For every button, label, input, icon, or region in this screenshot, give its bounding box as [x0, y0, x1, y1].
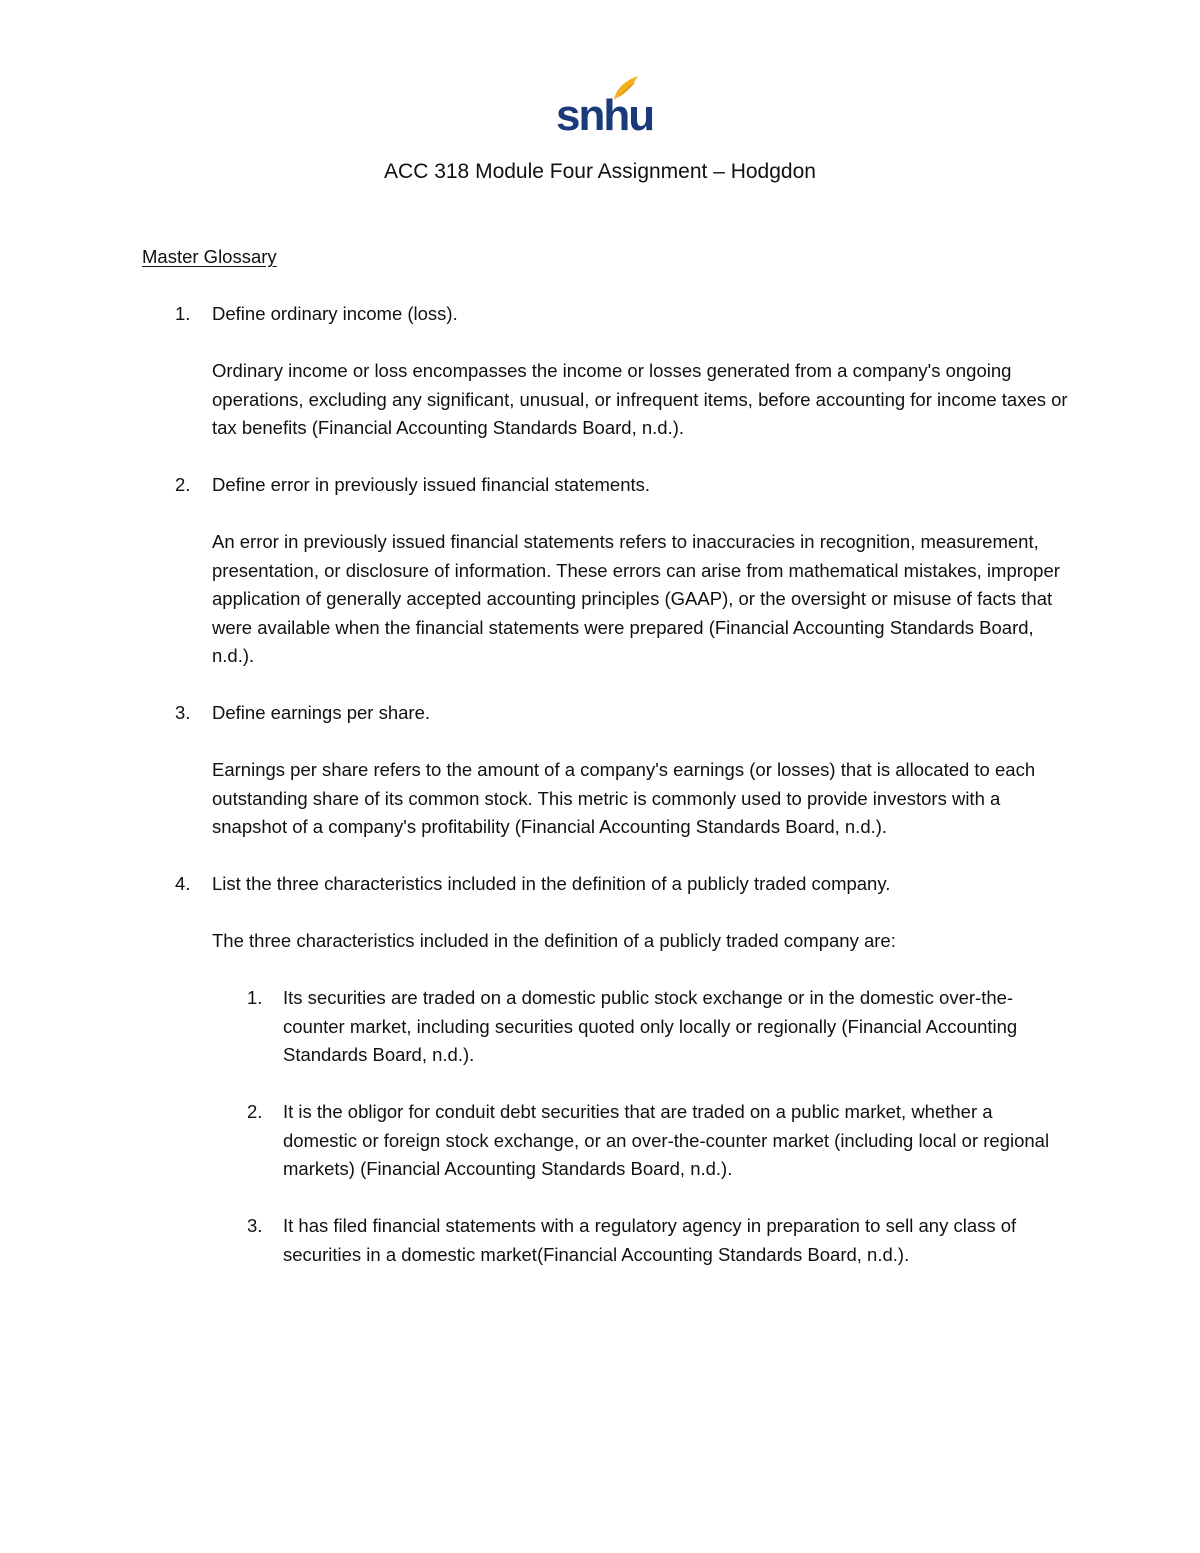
answer-2: An error in previously issued financial statements refers to inaccuracies in recognition, measurement, presentation, or disclosure of information. These errors can arise from mathematical mistakes, improper application of generally accepted accounting principles (GAAP), or the oversight or misuse of facts that were available when the financial statements were prepared (Financial Accounting Standards Board, n.d.). — [212, 531, 1060, 666]
question-2 — [142, 471, 1072, 500]
page-title: ACC 318 Module Four Assignment – Hodgdon — [384, 160, 816, 183]
characteristic-number: 1. — [247, 987, 263, 1008]
question-text: List the three characteristics included in the definition of a publicly traded company. — [212, 873, 891, 894]
question-number: 2. — [175, 474, 191, 495]
characteristic-text: Its securities are traded on a domestic public stock exchange or in the domestic over-the-counter market, including securities quoted only locally or regionally (Financial Accounting Standards Board, n.d.). — [283, 987, 1018, 1065]
question-number: 1. — [175, 303, 191, 324]
question-text: Define earnings per share. — [212, 702, 431, 723]
section-heading: Master Glossary — [142, 246, 277, 267]
question-number: 4. — [175, 873, 191, 894]
answer-1: Ordinary income or loss encompasses the income or losses generated from a company's ongoing operations, excluding any significant, unusual, or infrequent items, before accounting for income taxes or tax benefits (Financial Accounting Standards Board, n.d.). — [212, 360, 1068, 438]
characteristic-text: It has filed financial statements with a regulatory agency in preparation to sell any class of securities in a domestic market(Financial Accounting Standards Board, n.d.). — [283, 1215, 1017, 1265]
characteristic-2 — [142, 1098, 1072, 1184]
snhu-logo-graphic — [556, 74, 654, 140]
question-text: Define ordinary income (loss). — [212, 303, 458, 324]
characteristic-text: It is the obligor for conduit debt securities that are traded on a public market, whether a domestic or foreign stock exchange, or an over-the-counter market (including local or regional markets) (Financial Accounting Standards Board, n.d.). — [283, 1101, 1050, 1179]
glossary-list — [142, 300, 1072, 1298]
answer-3: Earnings per share refers to the amount of a company's earnings (or losses) that is allocated to each outstanding share of its common stock. This metric is commonly used to provide investors with a snapshot of a company's profitability (Financial Accounting Standards Board, n.d.). — [212, 759, 1036, 837]
question-number: 3. — [175, 702, 191, 723]
question-1 — [142, 300, 1072, 329]
characteristic-3 — [142, 1212, 1072, 1269]
answer-4: The three characteristics included in the definition of a publicly traded company are: — [212, 930, 896, 951]
characteristic-number: 3. — [247, 1215, 263, 1236]
characteristic-1 — [142, 984, 1072, 1070]
question-3 — [142, 699, 1072, 728]
characteristic-number: 2. — [247, 1101, 263, 1122]
snhu-logo — [556, 74, 654, 140]
logo-wordmark: snhu — [556, 91, 654, 140]
question-4 — [142, 870, 1072, 899]
question-text: Define error in previously issued financial statements. — [212, 474, 651, 495]
